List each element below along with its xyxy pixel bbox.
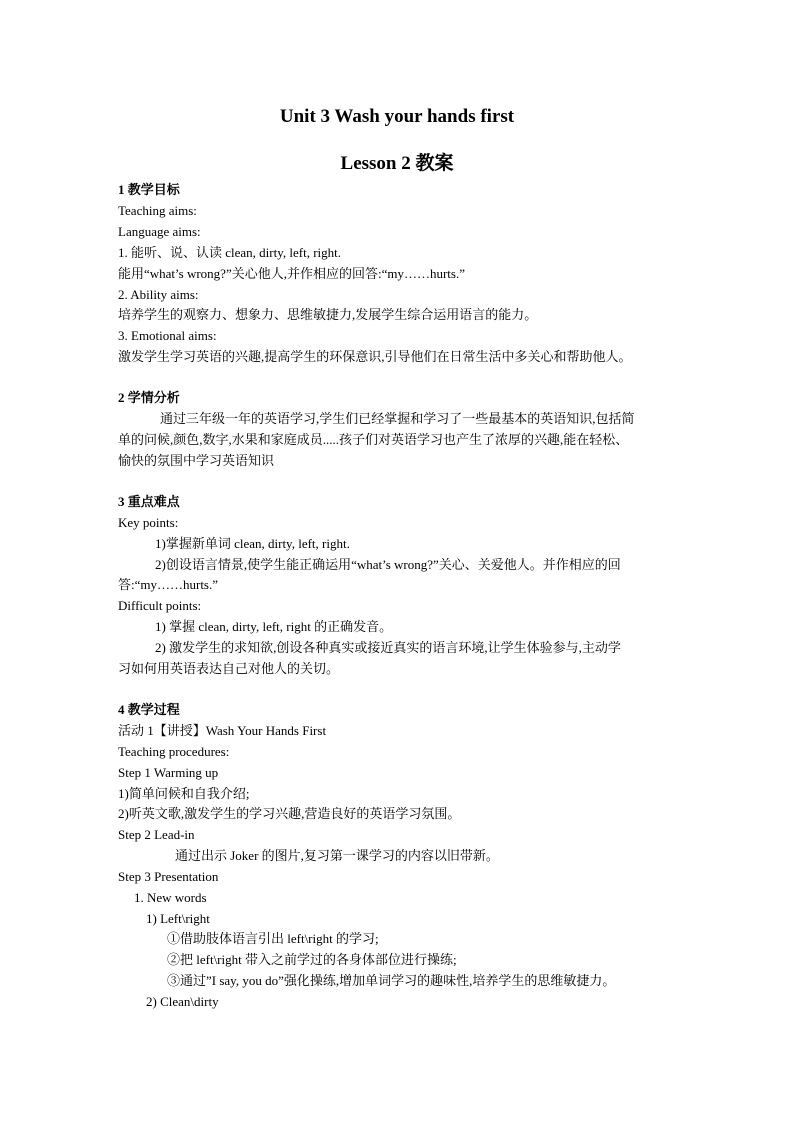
step-3-heading: Step 3 Presentation [118,869,219,884]
aim-item-3-detail: 激发学生学习英语的兴趣,提高学生的环保意识,引导他们在日常生活中多关心和帮助他人。 [118,349,632,364]
section-4-heading: 4 教学过程 [118,702,180,717]
document-title: Unit 3 Wash your hands first [279,106,515,127]
key-points-label: Key points: [118,515,179,530]
aim-item-2: 2. Ability aims: [118,287,199,302]
key-point-1: 1)掌握新单词 clean, dirty, left, right. [155,536,350,551]
aim-item-2-detail: 培养学生的观察力、想象力、思维敏捷力,发展学生综合运用语言的能力。 [118,307,538,322]
step-1-item-1: 1)简单问候和自我介绍; [118,786,250,801]
section-2-heading: 2 学情分析 [118,390,180,405]
new-words-heading: 1. New words [134,890,207,905]
analysis-paragraph-line-2: 单的问候,颜色,数字,水果和家庭成员.....孩子们对英语学习也产生了浓厚的兴趣,能在轻松、 [118,432,629,447]
left-right-heading: 1) Left\right [146,911,210,926]
key-point-2-continued: 答:“my……hurts.” [118,577,219,592]
step-2-heading: Step 2 Lead-in [118,827,195,842]
aim-item-3: 3. Emotional aims: [118,328,217,343]
step-1-heading: Step 1 Warming up [118,765,219,780]
clean-dirty-heading: 2) Clean\dirty [146,994,219,1009]
left-right-step-1: ①借助肢体语言引出 left\right 的学习; [167,931,379,946]
step-2-detail: 通过出示 Joker 的图片,复习第一课学习的内容以旧带新。 [175,848,499,863]
aim-item-1: 1. 能听、说、认读 clean, dirty, left, right. [118,245,342,260]
difficult-points-label: Difficult points: [118,598,202,613]
left-right-step-2: ②把 left\right 带入之前学过的各身体部位进行操练; [167,952,457,967]
teaching-aims-label: Teaching aims: [118,203,197,218]
analysis-paragraph-line-3: 愉快的氛围中学习英语知识 [118,453,275,468]
language-aims-label: Language aims: [118,224,201,239]
teaching-procedures-label: Teaching procedures: [118,744,230,759]
aim-item-1-detail: 能用“what’s wrong?”关心他人,并作相应的回答:“my……hurts.” [118,266,465,281]
document-subtitle: Lesson 2 教案 [340,153,454,174]
step-1-item-2: 2)听英文歌,激发学生的学习兴趣,营造良好的英语学习氛围。 [118,806,461,821]
section-3-heading: 3 重点难点 [118,494,180,509]
difficult-point-1: 1) 掌握 clean, dirty, left, right 的正确发音。 [155,619,393,634]
analysis-paragraph-line-1: 通过三年级一年的英语学习,学生们已经掌握和学习了一些最基本的英语知识,包括简 [160,411,635,426]
difficult-point-2-continued: 习如何用英语表达自己对他人的关切。 [118,661,340,676]
activity-1-label: 活动 1【讲授】Wash Your Hands First [118,723,327,738]
key-point-2: 2)创设语言情景,使学生能正确运用“what’s wrong?”关心、关爱他人。并作相应的回 [155,557,621,572]
left-right-step-3: ③通过”I say, you do”强化操练,增加单词学习的趣味性,培养学生的思维敏捷力。 [167,973,616,988]
difficult-point-2: 2) 激发学生的求知欲,创设各种真实或接近真实的语言环境,让学生体验参与,主动学 [155,640,621,655]
section-1-heading: 1 教学目标 [118,182,180,197]
